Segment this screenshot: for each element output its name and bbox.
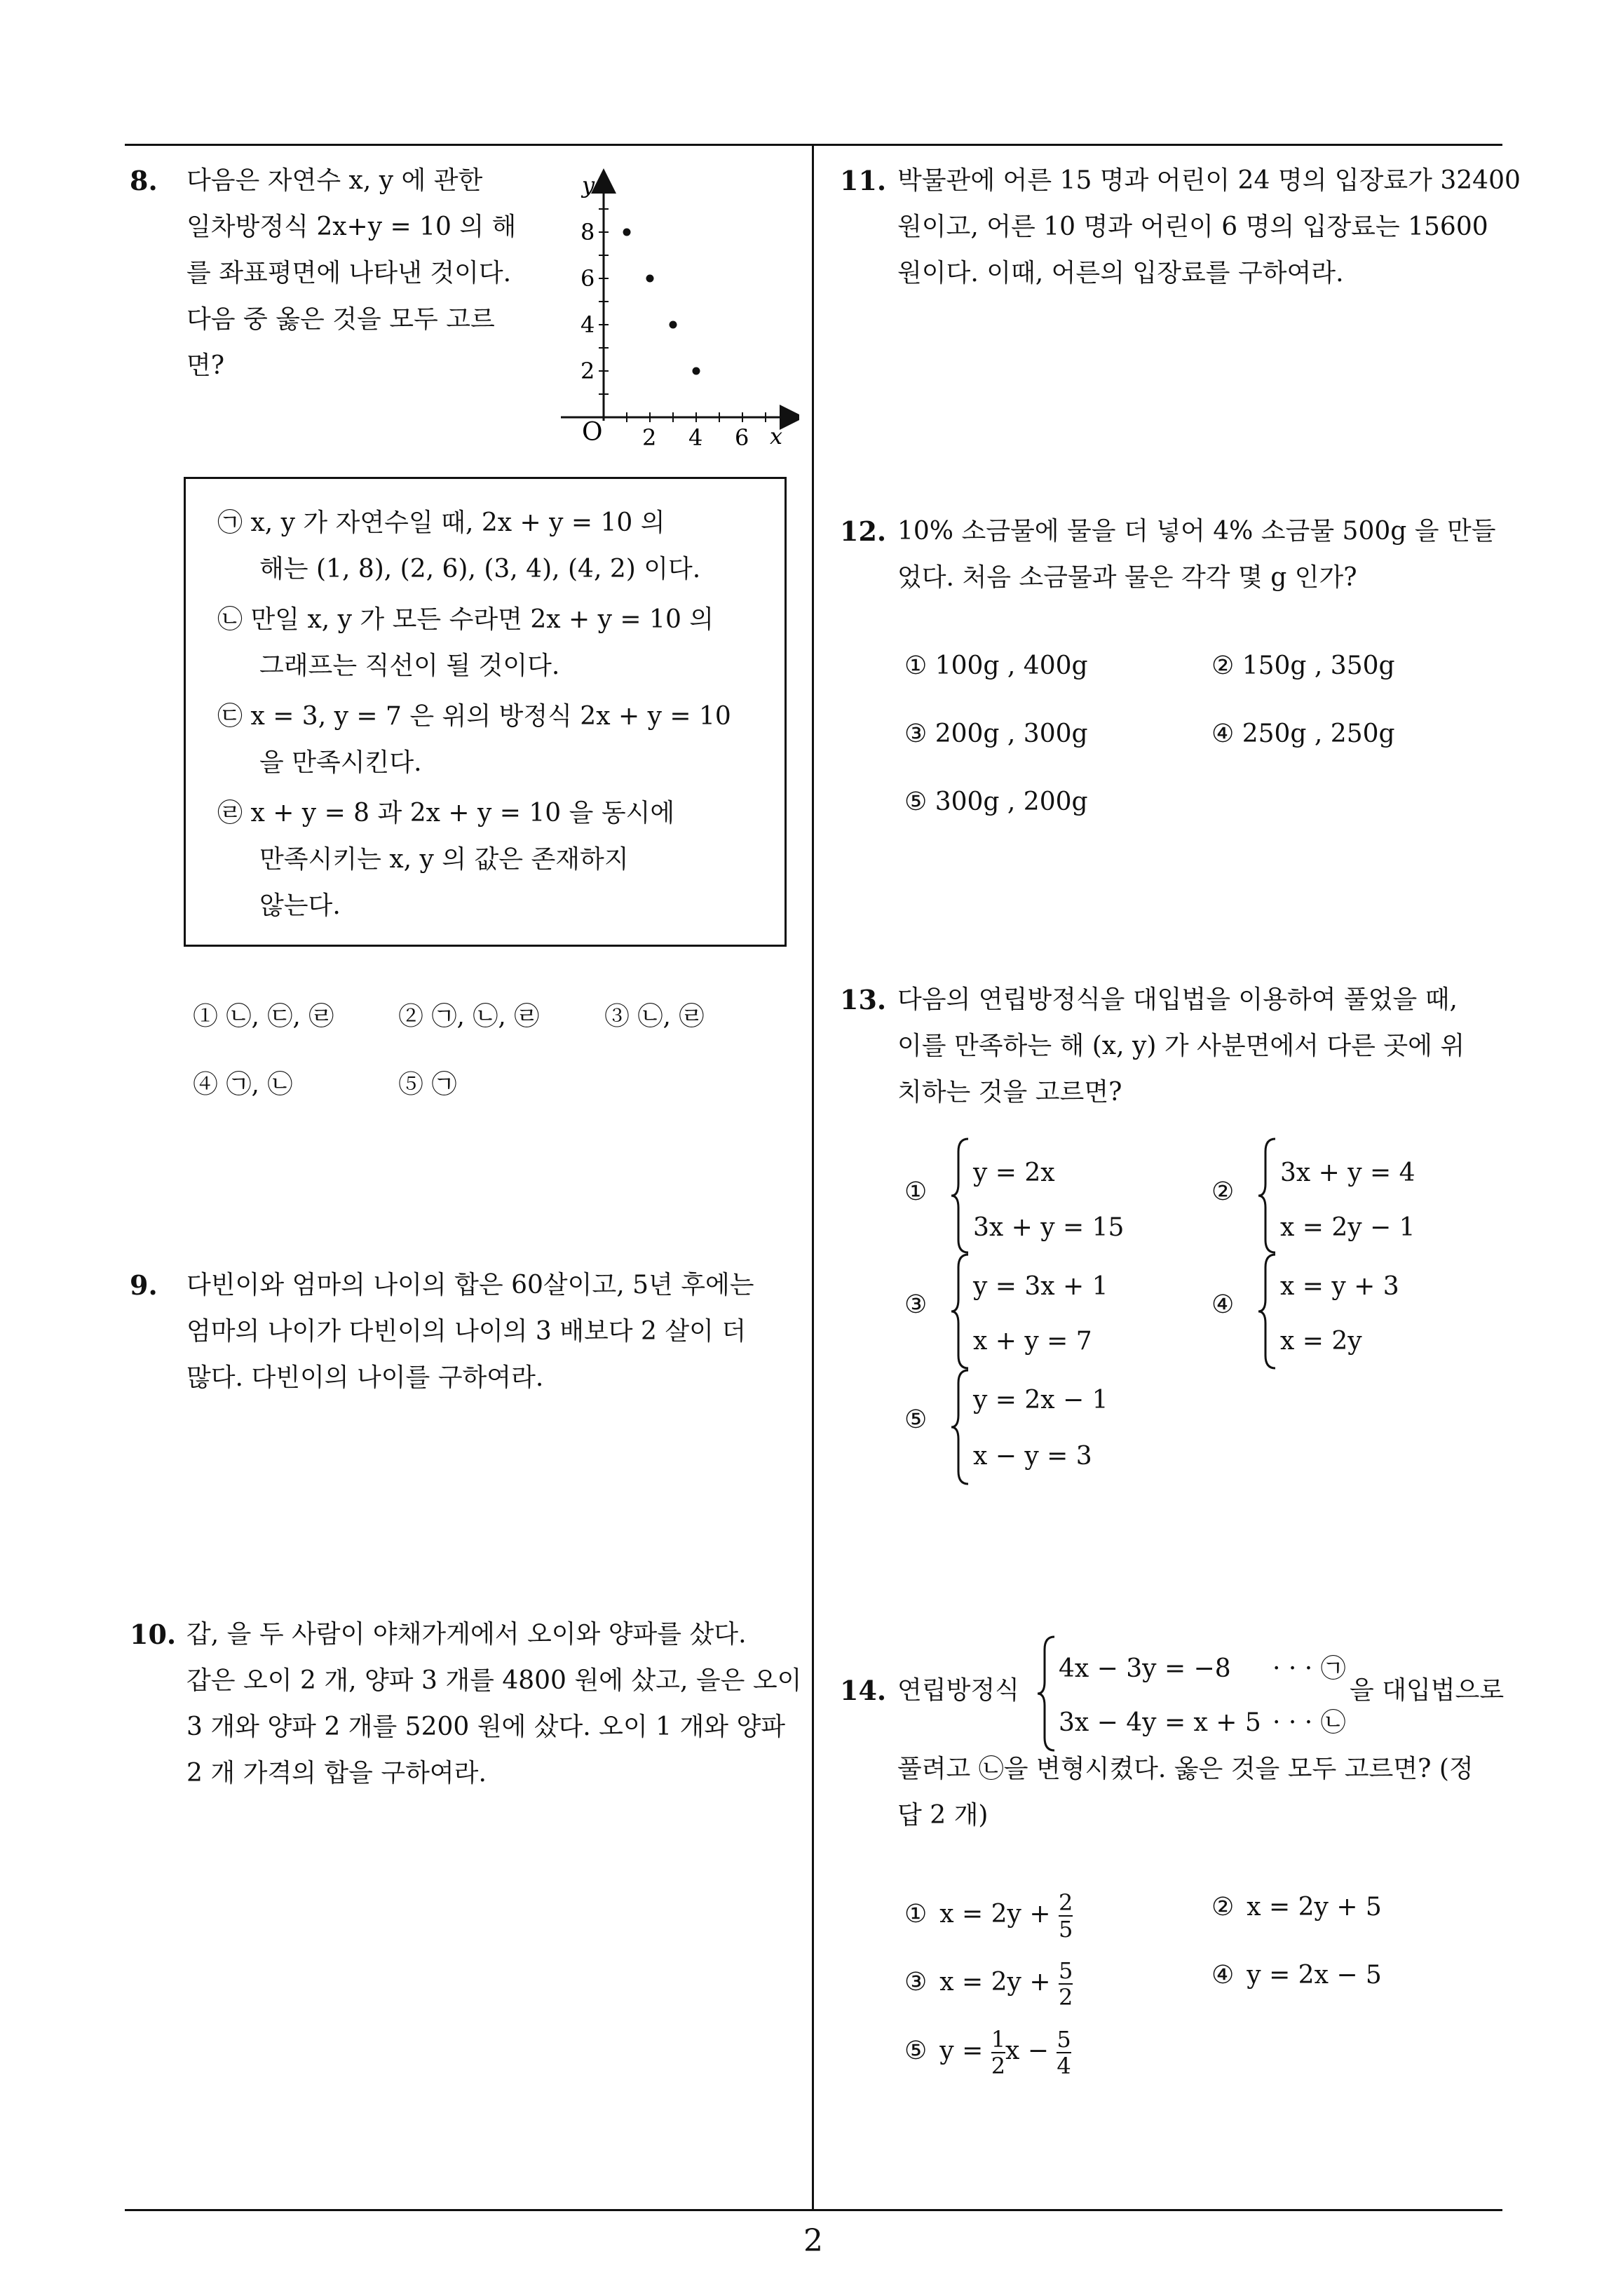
- answer-option[interactable]: [904, 1890, 1073, 1942]
- question-text-line: 원이다. 이때, 어른의 입장료를 구하여라.: [897, 259, 1344, 288]
- statement-line: ㉡ 만일 x, y 가 모든 수라면 2x + y = 10 의: [217, 605, 714, 634]
- denominator: 2: [1058, 1984, 1073, 2011]
- y-tick-label: 6: [580, 265, 595, 292]
- left-brace: [950, 1368, 971, 1487]
- option-expression: x = 2y +: [939, 1900, 1051, 1929]
- denominator: 5: [1058, 1916, 1073, 1943]
- denominator: 2: [991, 2053, 1006, 2079]
- option-mark: ③: [904, 1290, 928, 1319]
- left-brace: [1036, 1634, 1057, 1753]
- answer-option[interactable]: ② 150g , 350g: [1211, 651, 1395, 680]
- left-brace: [1257, 1252, 1278, 1371]
- answer-option[interactable]: [904, 1958, 1073, 2010]
- question-text: 을 대입법으로: [1350, 1676, 1505, 1705]
- question-text-line: 풀려고 ㉡을 변형시켰다. 옳은 것을 모두 고르면? (정: [897, 1755, 1474, 1783]
- option-mark: ④: [1211, 1961, 1235, 1990]
- option-expression: y =: [939, 2037, 984, 2065]
- option-expression-tail: x −: [1005, 2037, 1049, 2065]
- coordinate-graph: [547, 168, 799, 456]
- solution-point: [646, 275, 654, 283]
- statement-line: 을 만족시킨다.: [259, 748, 422, 777]
- equation-tag: · · · ㉡: [1272, 1708, 1346, 1737]
- equation: 3x + y = 4: [1280, 1159, 1415, 1187]
- solution-point: [670, 321, 677, 329]
- page-number: 2: [803, 2223, 823, 2259]
- question-number: 9.: [130, 1269, 158, 1301]
- answer-option[interactable]: ⑤ ㉠: [398, 1070, 457, 1099]
- question-number: 12.: [840, 515, 887, 547]
- equation: y = 2x: [973, 1159, 1055, 1187]
- numerator: 1: [991, 2026, 1006, 2053]
- question-text-line: 다음 중 옳은 것을 모두 고르: [186, 305, 495, 334]
- y-tick-label: 4: [580, 311, 595, 338]
- question-text-line: 박물관에 어른 15 명과 어린이 24 명의 입장료가 32400: [897, 166, 1521, 195]
- option-mark: ①: [904, 1177, 928, 1206]
- question-text: 연립방정식: [897, 1676, 1019, 1705]
- statement-line: 않는다.: [259, 891, 341, 920]
- left-brace: [950, 1136, 971, 1255]
- question-text-line: 면?: [186, 351, 225, 380]
- question-text-line: 원이고, 어른 10 명과 어린이 6 명의 입장료는 15600: [897, 212, 1488, 241]
- numerator: 2: [1058, 1889, 1073, 1916]
- y-tick-label: 2: [580, 358, 595, 384]
- fraction: [991, 2027, 1005, 2079]
- question-text-line: 갑은 오이 2 개, 양파 3 개를 4800 원에 샀고, 을은 오이: [186, 1666, 802, 1695]
- answer-option[interactable]: [1211, 1958, 1382, 1993]
- question-text-line: 었다. 처음 소금물과 물은 각각 몇 g 인가?: [897, 563, 1357, 592]
- question-text-line: 3 개와 양파 2 개를 5200 원에 샀다. 오이 1 개와 양파: [186, 1713, 786, 1741]
- answer-option[interactable]: [904, 2027, 1071, 2079]
- option-mark: ⑤: [904, 1405, 928, 1434]
- equation: 3x + y = 15: [973, 1213, 1125, 1242]
- statement-line: 만족시키는 x, y 의 값은 존재하지: [259, 845, 629, 874]
- statement-line: 해는 (1, 8), (2, 6), (3, 4), (4, 2) 이다.: [259, 555, 701, 583]
- question-text-line: 많다. 다빈이의 나이를 구하여라.: [186, 1363, 544, 1392]
- x-tick-label: 4: [688, 424, 703, 451]
- option-expression: x = 2y +: [939, 1968, 1051, 1997]
- origin-label: O: [582, 418, 603, 447]
- axis-ticks: [599, 209, 789, 422]
- equation: 3x − 4y = x + 5: [1059, 1708, 1261, 1737]
- option-expression: x = 2y + 5: [1247, 1893, 1382, 1922]
- question-number: 8.: [130, 165, 158, 196]
- x-tick-label: 2: [642, 424, 657, 451]
- question-number: 10.: [130, 1619, 177, 1650]
- y-axis-label: y: [582, 172, 595, 198]
- left-brace: [1257, 1136, 1278, 1255]
- option-mark: ③: [904, 1968, 928, 1997]
- answer-option[interactable]: ③ ㉡, ㉣: [604, 1002, 705, 1031]
- question-number: 11.: [840, 165, 887, 196]
- denominator: 4: [1057, 2053, 1071, 2079]
- option-mark: ⑤: [904, 2037, 928, 2065]
- solution-point: [623, 229, 631, 236]
- answer-option[interactable]: ③ 200g , 300g: [904, 720, 1088, 748]
- equation: x + y = 7: [973, 1327, 1092, 1356]
- question-text-line: 10% 소금물에 물을 더 넣어 4% 소금물 500g 을 만들: [897, 517, 1496, 546]
- equation: y = 3x + 1: [973, 1272, 1108, 1301]
- equation: x = y + 3: [1280, 1272, 1399, 1301]
- question-text-line: 갑, 을 두 사람이 야채가게에서 오이와 양파를 샀다.: [186, 1620, 747, 1649]
- question-text-line: 답 2 개): [897, 1801, 989, 1830]
- statement-line: ㉢ x = 3, y = 7 은 위의 방정식 2x + y = 10: [217, 702, 731, 731]
- question-number: 13.: [840, 984, 887, 1015]
- numerator: 5: [1058, 1957, 1073, 1984]
- option-mark: ①: [904, 1900, 928, 1929]
- numerator: 5: [1057, 2026, 1071, 2053]
- left-brace: [950, 1252, 971, 1371]
- question-text-line: 2 개 가격의 합을 구하여라.: [186, 1759, 487, 1788]
- x-tick-label: 6: [735, 424, 749, 451]
- question-text-line: 다음의 연립방정식을 대입법을 이용하여 풀었을 때,: [897, 985, 1458, 1014]
- question-text-line: 다빈이와 엄마의 나이의 합은 60살이고, 5년 후에는: [186, 1271, 754, 1299]
- question-text-line: 다음은 자연수 x, y 에 관한: [186, 166, 483, 195]
- question-number: 14.: [840, 1675, 887, 1706]
- equation: x = 2y − 1: [1280, 1213, 1415, 1242]
- option-mark: ④: [1211, 1290, 1235, 1319]
- option-mark: ②: [1211, 1177, 1235, 1206]
- question-text-line: 를 좌표평면에 나타낸 것이다.: [186, 259, 512, 288]
- equation: x = 2y: [1280, 1327, 1362, 1356]
- solution-point: [693, 367, 700, 375]
- statement-line: ㉠ x, y 가 자연수일 때, 2x + y = 10 의: [217, 508, 665, 537]
- statement-line: ㉣ x + y = 8 과 2x + y = 10 을 동시에: [217, 799, 675, 828]
- question-text-line: 엄마의 나이가 다빈이의 나이의 3 배보다 2 살이 더: [186, 1317, 747, 1346]
- y-tick-label: 8: [580, 219, 595, 245]
- solution-points: [623, 229, 700, 375]
- option-expression: y = 2x − 5: [1247, 1961, 1382, 1990]
- answer-option[interactable]: ④ ㉠, ㉡: [193, 1070, 293, 1099]
- equation-tag: · · · ㉠: [1272, 1654, 1346, 1683]
- column-divider: [812, 144, 814, 2210]
- fraction: [1059, 1958, 1073, 2010]
- question-text-line: 일차방정식 2x+y = 10 의 해: [186, 212, 517, 241]
- answer-option[interactable]: ① 100g , 400g: [904, 651, 1088, 680]
- answer-option[interactable]: ④ 250g , 250g: [1211, 720, 1395, 748]
- option-mark: ②: [1211, 1893, 1235, 1922]
- fraction: [1057, 2027, 1071, 2079]
- x-axis-label: x: [770, 423, 783, 450]
- answer-option[interactable]: ① ㉡, ㉢, ㉣: [193, 1002, 334, 1031]
- equation: y = 2x − 1: [973, 1386, 1108, 1414]
- bottom-rule: [125, 2209, 1502, 2211]
- question-text-line: 치하는 것을 고르면?: [897, 1078, 1122, 1107]
- statement-line: 그래프는 직선이 될 것이다.: [259, 651, 560, 680]
- answer-option[interactable]: ② ㉠, ㉡, ㉣: [398, 1002, 540, 1031]
- answer-option[interactable]: [1211, 1890, 1382, 1925]
- equation: 4x − 3y = −8: [1059, 1654, 1231, 1683]
- statement-box: [184, 477, 787, 947]
- answer-option[interactable]: ⑤ 300g , 200g: [904, 788, 1088, 816]
- fraction: [1059, 1890, 1073, 1942]
- question-text-line: 이를 만족하는 해 (x, y) 가 사분면에서 다른 곳에 위: [897, 1032, 1465, 1060]
- equation: x − y = 3: [973, 1442, 1092, 1471]
